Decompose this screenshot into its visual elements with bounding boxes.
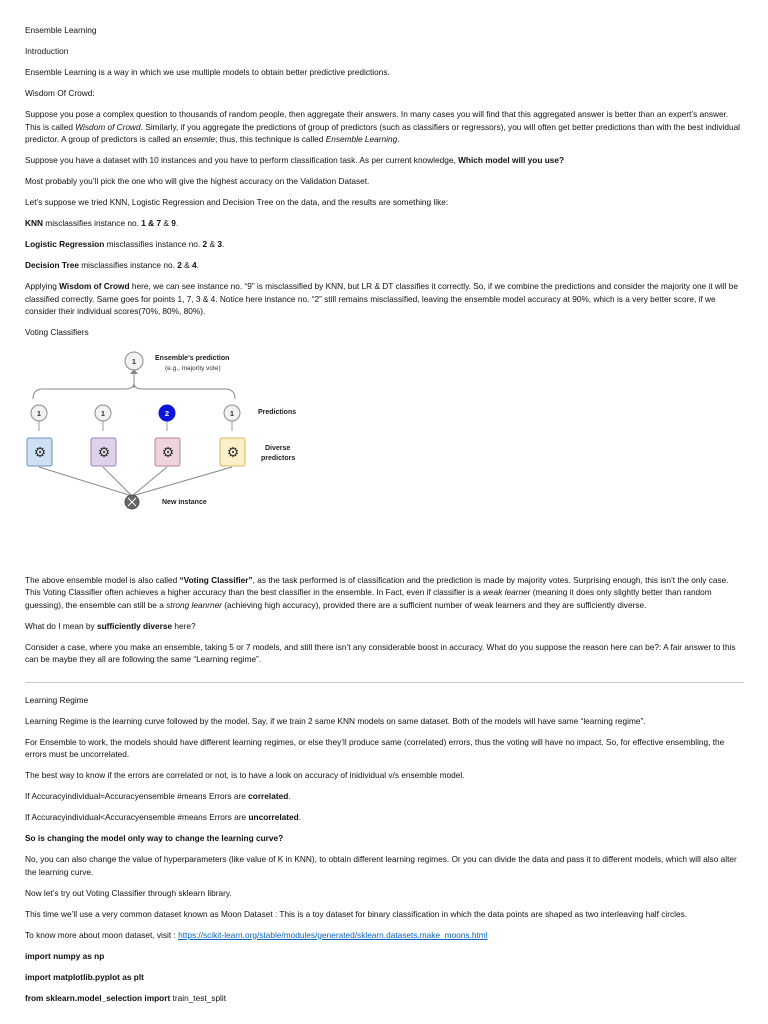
prediction-value: 1	[100, 408, 106, 418]
intro-text: Ensemble Learning is a way in which we use multiple models to obtain better predictive predictions.	[25, 67, 390, 77]
predictions-label: Predictions	[258, 408, 297, 416]
text-run: If Accuracyindividual≈Accuracyensemble #means Errors are	[25, 791, 249, 801]
text-run: .	[196, 260, 199, 270]
uncorrelated-errors-line	[25, 811, 744, 824]
bold-run: So is changing the model only way to change the learning curve?	[25, 833, 284, 843]
wisdom-paragraph-1	[25, 108, 744, 146]
learning-regime-paragraph-8: Now let’s try out Voting Classifier through sklearn library.	[25, 887, 232, 898]
wisdom-paragraph-5	[25, 280, 744, 318]
text-run: &	[207, 239, 218, 249]
text-run: .	[221, 239, 225, 249]
learning-curve-question	[25, 832, 744, 845]
ensemble-prediction-title: Ensemble's prediction	[155, 354, 230, 362]
vote-brace	[33, 383, 235, 399]
voting-classifier-figure	[25, 341, 325, 566]
bold-run: 3	[217, 239, 222, 249]
ensemble-prediction-value: 1	[131, 356, 137, 366]
diverse-predictors-label-1: Diverse	[265, 444, 291, 452]
result-logistic-regression	[25, 238, 744, 251]
doc-title: Ensemble Learning	[25, 25, 97, 35]
correlated-errors-line	[25, 790, 744, 803]
prediction-value: 1	[36, 408, 42, 418]
text-run: misclassifies instance no.	[104, 239, 203, 249]
text-run: .	[397, 134, 400, 144]
text-run: , as the task performed is of classification and the prediction is made by majority votes. Surprising enough, this isn’t the only case. This Voting Classifier often achieves a higher accuracy than the best classifier in the ensemble. In Fact, even if classifier is a	[25, 574, 729, 597]
code-line-import-matplotlib: import matplotlib.pyplot as plt	[25, 971, 144, 982]
voting-classifiers-heading: Voting Classifiers	[25, 327, 89, 337]
learning-regime-paragraph-9: This time we’ll use a very common dataset known as Moon Dataset : This is a toy dataset for binary classification in which the data points are shaped as two interleaving half circles.	[25, 908, 688, 919]
section-divider	[25, 682, 744, 683]
text-run: &	[161, 218, 172, 228]
bold-run: 2	[202, 239, 208, 249]
bold-run: KNN	[25, 218, 43, 228]
text-run: &	[181, 260, 192, 270]
text-run: (meaning it does only slightly better than random guessing), the ensemble can still be a	[25, 587, 712, 610]
text-run: here?	[172, 620, 196, 631]
bold-run: Which model will you use?	[458, 155, 565, 165]
code-line-import-train-test-split	[25, 992, 744, 1005]
moon-dataset-link[interactable]: https://scikit-learn.org/stable/modules/generated/sklearn.datasets.make_moons.html	[178, 929, 488, 940]
learning-regime-paragraph-3: The best way to know if the errors are correlated or not, is to have a look on accuracy of inidividual v/s ensemble model.	[25, 770, 465, 780]
prediction-value: 2	[164, 408, 170, 418]
bold-run: &	[145, 218, 157, 228]
bold-run: from sklearn.model_selection import	[25, 992, 171, 1003]
instance-edge	[132, 467, 167, 496]
text-run: What do I mean by	[25, 620, 97, 631]
code-line-import-numpy: import numpy as np	[25, 950, 105, 961]
italic-run: ensemle	[183, 134, 216, 144]
bold-run: 1	[141, 218, 146, 228]
wisdom-paragraph-2	[25, 154, 744, 167]
bold-run: 7	[156, 218, 162, 228]
text-run: To know more about moon dataset, visit :	[25, 929, 179, 940]
gears-icon: ⚙	[226, 443, 240, 460]
text-run: The above ensemble model is also called	[25, 574, 180, 585]
new-instance-label: New instance	[162, 498, 207, 506]
bold-run: Logistic Regression	[25, 239, 105, 249]
gears-icon: ⚙	[97, 443, 111, 460]
text-run: ; thus, this technique is called	[215, 134, 326, 144]
italic-run: weak learner	[482, 587, 531, 597]
text-run: Suppose you pose a complex question to thousands of random people, then aggregate their answers. In many cases you will find that this aggregated answer is better than an expert’s answer. This is called	[25, 109, 729, 132]
wisdom-of-crowd-heading: Wisdom Of Crowd:	[25, 88, 95, 98]
text-run: Applying	[25, 281, 60, 291]
intro-heading: Introduction	[25, 46, 69, 56]
wisdom-paragraph-4: Let’s suppose we tried KNN, Logistic Regression and Decision Tree on the data, and the results are something like:	[25, 197, 449, 207]
bold-run: correlated	[248, 791, 289, 801]
bold-run: sufficiently diverse	[96, 620, 173, 631]
text-run: .	[298, 812, 302, 822]
bold-run: Wisdom of Crowd	[59, 281, 130, 291]
voting-paragraph-3: Consider a case, where you make an ensemble, taking 5 or 7 models, and still there isn’t any considerable boost in accuracy. What do you suppose the reason here can be?: A fair answer to this can be maybe they all are following the same “Learning regime”.	[25, 641, 736, 664]
text-run: train_test_split	[170, 992, 227, 1003]
learning-regime-paragraph-7: No, you can also change the value of hyperparameters (like value of K in KNN), to obtain different learning regimes. Or you can divide the data and pass it to different models, which will also alter the learning curve.	[25, 854, 737, 877]
learning-regime-paragraph-1: Learning Regime is the learning curve followed by the model. Say, if we train 2 same KNN models on same dataset. Both of the models will have same “learning regime”.	[25, 715, 646, 726]
ensemble-prediction-subtitle: (e.g., majority vote)	[165, 364, 221, 372]
text-run: misclassifies instance no.	[78, 260, 178, 270]
text-run: misclassifies instance no.	[42, 218, 142, 228]
bold-run: 9	[171, 218, 176, 228]
bold-run: uncorrelated	[248, 812, 299, 822]
gears-icon: ⚙	[161, 443, 175, 460]
wisdom-paragraph-3: Most probably you’ll pick the one who will give the highest accuracy on the Validation Dataset.	[25, 176, 370, 186]
italic-run: strong leanrner	[166, 599, 222, 610]
bold-run: Decision Tree	[25, 260, 79, 270]
text-run: here, we can see instance no. “9” is misclassified by KNN, but LR & DT classifies it correctly. So, if we combine the predictions and consider the majority one it will be classified correctly. Same goes for points 1, 7, 3 & 4. Notice here instance no. “2” still remains misclassified, leaving the ensemble model accuracy at 90%, which is a very better score, if we consider their individual scores(70%, 80%, 80%).	[25, 281, 738, 316]
result-knn	[25, 217, 744, 230]
text-run: Suppose you have a dataset with 10 instances and you have to perform classification task. As per current knowledge,	[25, 155, 459, 165]
bold-run: 4	[191, 260, 197, 270]
text-run: (achieving high accuracy), provided there are a sufficient number of weak learners and they are sufficiently diverse.	[221, 599, 647, 610]
italic-run: Ensemble Learning	[325, 134, 398, 144]
diverse-predictors-label-2: predictors	[261, 454, 296, 462]
text-run: . Similarly, if you aggregate the predictions of group of predictors (such as classifiers or regressors), you will often get better predictions than with the best individual predictor. A group of predictors is called an	[25, 121, 741, 144]
text-run: If Accuracyindividual<Accuracyensemble #means Errors are	[25, 812, 249, 822]
ensemble-diagram	[25, 341, 325, 566]
voting-paragraph-2	[25, 620, 744, 633]
text-run: .	[175, 218, 179, 228]
instance-edge	[132, 467, 232, 496]
text-run: .	[288, 791, 291, 801]
gears-icon: ⚙	[33, 443, 47, 460]
result-decision-tree	[25, 259, 744, 272]
bold-run: “Voting Classifier”	[179, 574, 253, 585]
italic-run: Wisdom of Crowd	[75, 121, 141, 132]
voting-paragraph-1	[25, 574, 744, 612]
bold-run: 2	[177, 260, 182, 270]
learning-regime-heading: Learning Regime	[25, 694, 89, 705]
learning-regime-paragraph-2: For Ensemble to work, the models should have different learning regimes, or else they’ll produce same (correlated) errors, thus the voting will have no impact. So, for effective ensembling, the errors must be uncorrelated.	[25, 736, 725, 759]
prediction-value: 1	[229, 408, 235, 418]
moon-dataset-link-line	[25, 929, 744, 942]
